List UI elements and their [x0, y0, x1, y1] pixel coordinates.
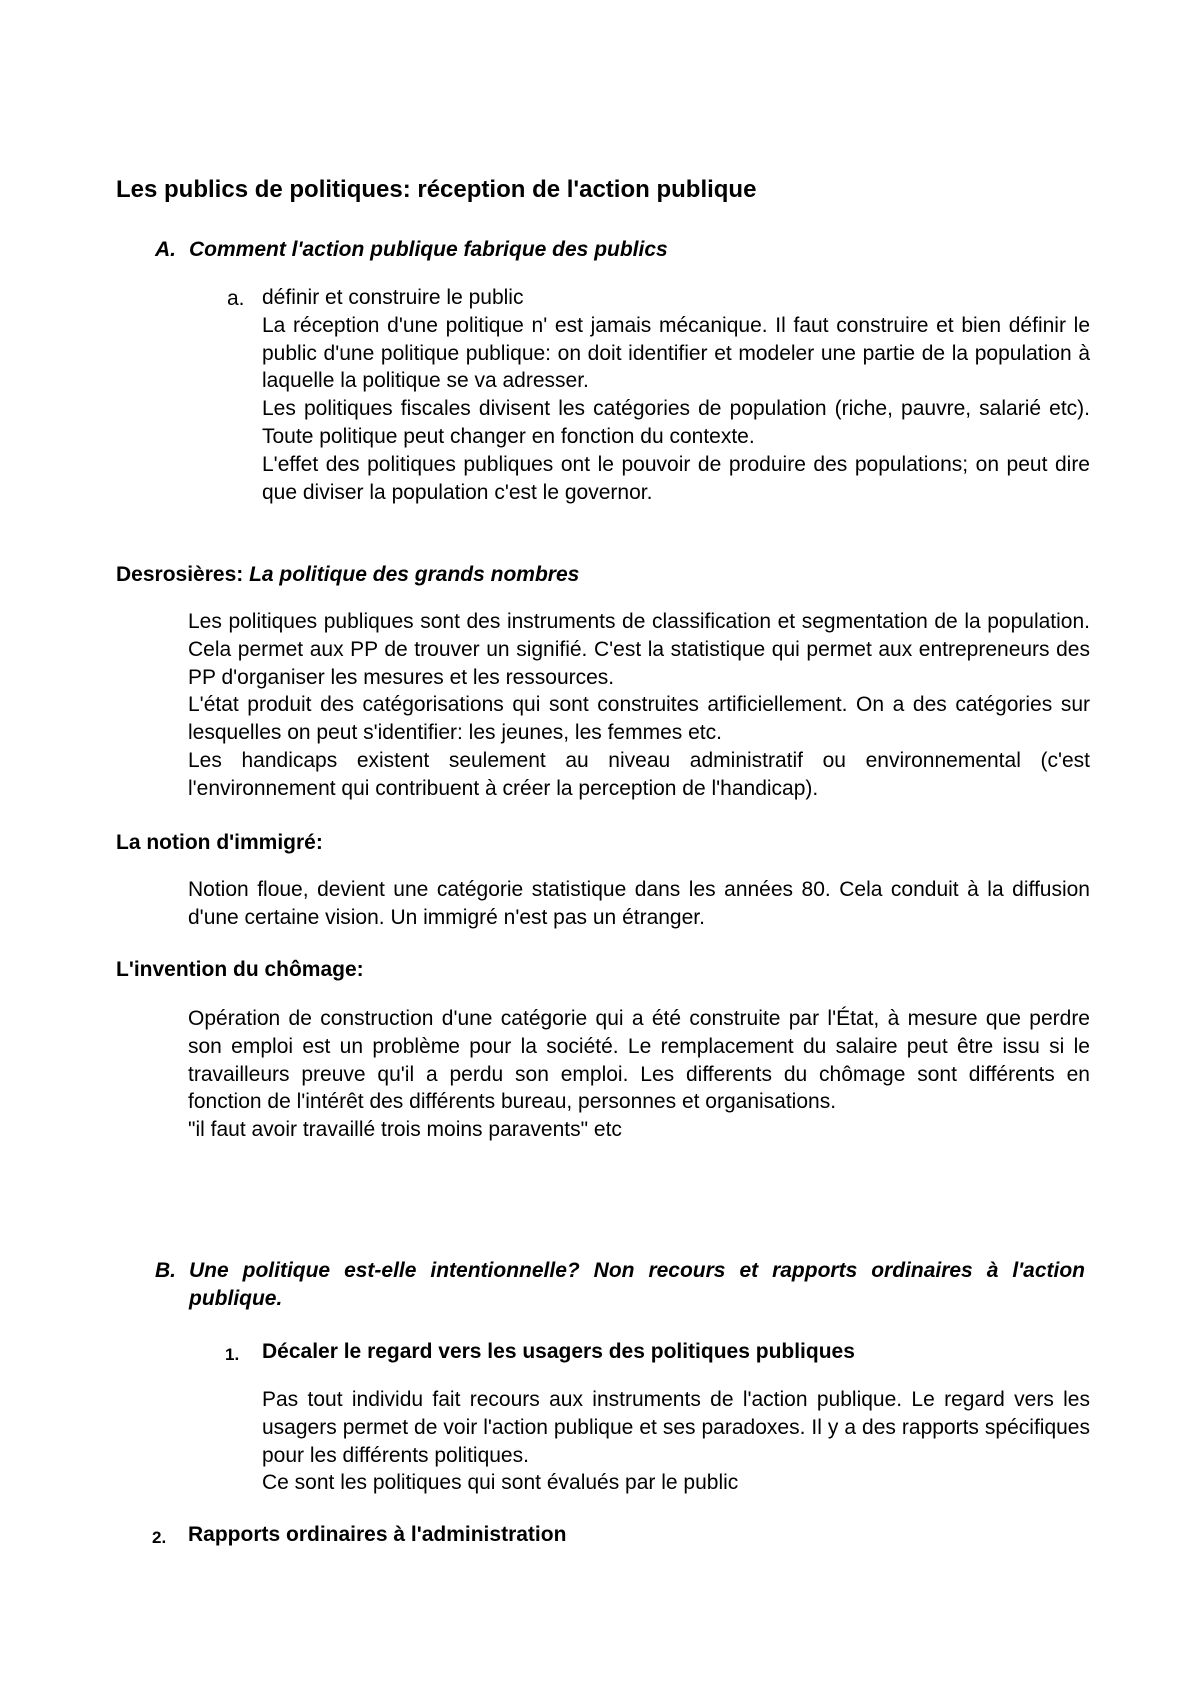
chomage-heading: L'invention du chômage:: [116, 958, 364, 981]
chomage-block: [188, 1005, 1090, 1144]
section-b-heading: [155, 1257, 1095, 1317]
desrosieres-heading: [116, 563, 579, 587]
section-a-letter: A.: [155, 238, 176, 261]
immigre-paragraph-1: Notion floue, devient une catégorie statistique dans les années 80. Cela conduit à la diffusion d'une certaine vision. Un immigré n'est pas un étranger.: [188, 878, 1090, 929]
document-title: Les publics de politiques: réception de l'action publique: [116, 176, 757, 203]
item-a-paragraph-1: La réception d'une politique n' est jamais mécanique. Il faut construire et bien définir le public d'une politique publique: on doit identifier et modeler une partie de la population à laquelle la politique se va adresser.: [262, 313, 1090, 393]
chomage-paragraph-2: "il faut avoir travaillé trois moins paravents" etc: [188, 1118, 622, 1142]
item-a-marker: a.: [227, 287, 245, 310]
item-a-paragraph-2: Les politiques fiscales divisent les catégories de population (riche, pauvre, salarié etc). Toute politique peut changer en fonction du contexte.: [262, 397, 1090, 448]
desrosieres-paragraph-2: L'état produit des catégorisations qui sont construites artificiellement. On a des catégories sur lesquelles on peut s'identifier: les jeunes, les femmes etc.: [188, 693, 1090, 745]
desrosieres-author: Desrosières:: [116, 563, 244, 586]
item-1-block: [262, 1386, 1090, 1497]
desrosieres-paragraph-1: Les politiques publiques sont des instruments de classification et segmentation de la population. Cela permet aux PP de trouver un signifié. C'est la statistique qui permet aux entrepreneurs des PP d'organiser les mesures et les ressources.: [188, 610, 1090, 689]
section-b-letter: B.: [155, 1259, 176, 1282]
item-2-marker: 2.: [152, 1528, 167, 1547]
item-a-label: définir et construire le public: [262, 286, 524, 309]
desrosieres-paragraph-3: Les handicaps existent seulement au niveau administratif ou environnemental (c'est l'environnement qui contribuent à créer la perception de l'handicap).: [188, 748, 1090, 800]
desrosieres-block: [188, 608, 1090, 803]
chomage-paragraph-1: Opération de construction d'une catégorie qui a été construite par l'État, à mesure que perdre son emploi est un problème pour la société. Le remplacement du salaire peut être issu si le travailleurs preuve qu'il a perdu son emploi. Les differents du chômage sont différents en fonction de l'intérêt des différents bureau, personnes et organisations.: [188, 1007, 1090, 1114]
item-a-block: [262, 284, 1090, 506]
immigre-block: [188, 876, 1090, 932]
immigre-heading: La notion d'immigré:: [116, 831, 323, 854]
item-a-paragraph-3: L'effet des politiques publiques ont le pouvoir de produire des populations; on peut dire que diviser la population c'est le governor.: [262, 452, 1090, 504]
section-a-heading: [155, 236, 1095, 266]
item-1-heading: Décaler le regard vers les usagers des politiques publiques: [262, 1340, 855, 1363]
item-2-heading: Rapports ordinaires à l'administration: [188, 1523, 567, 1546]
desrosieres-book-title: La politique des grands nombres: [249, 563, 580, 586]
item-1-paragraph-1: Pas tout individu fait recours aux instruments de l'action publique. Le regard vers les usagers permet de voir l'action publique et ses paradoxes. Il y a des rapports spécifiques pour les différents politiques.: [262, 1388, 1090, 1467]
section-a-title: Comment l'action publique fabrique des publics: [189, 238, 668, 261]
item-1-paragraph-2: Ce sont les politiques qui sont évalués par le public: [262, 1471, 739, 1495]
section-b-title: Une politique est-elle intentionnelle? Non recours et rapports ordinaires à l'action publique.: [189, 1259, 1085, 1310]
item-1-marker: 1.: [225, 1345, 240, 1364]
